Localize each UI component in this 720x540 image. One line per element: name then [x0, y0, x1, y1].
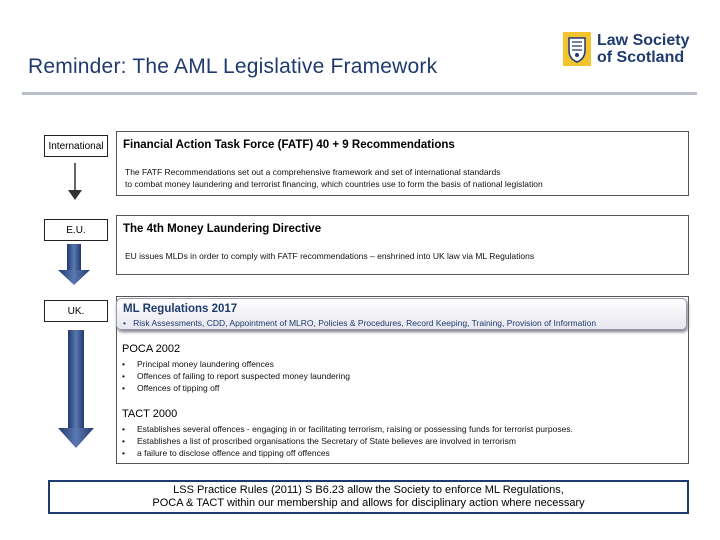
- eu-title: The 4th Money Laundering Directive: [123, 223, 322, 235]
- shield-crest-icon: [563, 32, 591, 66]
- footer-line-1: LSS Practice Rules (2011) S B6.23 allow the Society to enforce ML Regulations,: [173, 484, 564, 496]
- poca-title: POCA 2002: [122, 343, 181, 355]
- fatf-description: [125, 166, 543, 190]
- fatf-desc-line-2: to combat money laundering and terrorist financing, which countries use to form the basis of national legislation: [125, 179, 543, 189]
- ml-regulations-title: ML Regulations 2017: [123, 303, 238, 315]
- title-divider: [22, 92, 697, 95]
- tact-item: Establishes a list of proscribed organisations the Secretary of State believes are involved in terrorism: [137, 436, 516, 446]
- eu-description: EU issues MLDs in order to comply with FATF recommendations – enshrined into UK law via ML Regulations: [125, 251, 535, 261]
- level-international: International: [44, 135, 108, 157]
- down-arrow-icon: [64, 163, 86, 201]
- list-item: • Establishes a list of proscribed organisations the Secretary of State believes are involved in terrorism: [122, 436, 516, 446]
- list-item: • Offences of failing to report suspected money laundering: [122, 371, 350, 381]
- fatf-desc-line-1: The FATF Recommendations set out a comprehensive framework and set of international standards: [125, 167, 501, 177]
- list-item: • Principal money laundering offences: [122, 359, 274, 369]
- law-society-logo: [563, 26, 713, 72]
- tact-item: a failure to disclose offence and tipping off offences: [137, 448, 330, 458]
- down-arrow-icon: [56, 244, 92, 286]
- logo-line-1: Law Society: [597, 32, 690, 49]
- ml-regulations-box: [116, 298, 687, 330]
- footer-line-2: POCA & TACT within our membership and allows for disciplinary action where necessary: [152, 497, 585, 509]
- tact-title: TACT 2000: [122, 408, 178, 420]
- logo-line-2: of Scotland: [597, 49, 685, 66]
- poca-item: Offences of failing to report suspected money laundering: [137, 371, 350, 381]
- level-eu: E.U.: [44, 219, 108, 241]
- list-item: • Offences of tipping off: [122, 383, 220, 393]
- practice-rules-note: [48, 480, 689, 514]
- poca-list: [122, 358, 350, 394]
- slide-title: Reminder: The AML Legislative Framework: [28, 55, 438, 78]
- tact-item: Establishes several offences - engaging in or facilitating terrorism, raising or possessing funds for terrorist purposes.: [137, 424, 573, 434]
- list-item: • a failure to disclose offence and tipping off offences: [122, 448, 330, 458]
- eu-panel: [116, 215, 689, 275]
- fatf-title: Financial Action Task Force (FATF) 40 + 9 Recommendations: [123, 139, 455, 151]
- fatf-panel: [116, 131, 689, 196]
- logo-wordmark: [597, 32, 689, 66]
- poca-item: Offences of tipping off: [137, 383, 220, 393]
- bullet-dot: •: [123, 318, 134, 328]
- poca-item: Principal money laundering offences: [137, 359, 274, 369]
- list-item: • Establishes several offences - engaging in or facilitating terrorism, raising or possessing funds for terrorist purposes.: [122, 424, 573, 434]
- ml-regulations-text: Risk Assessments, CDD, Appointment of MLRO, Policies & Procedures, Record Keeping, Training, Provision of Information: [133, 318, 597, 328]
- level-uk: UK.: [44, 300, 108, 322]
- down-arrow-icon: [56, 330, 96, 450]
- tact-list: [122, 423, 573, 459]
- ml-regulations-bullet: [123, 318, 596, 328]
